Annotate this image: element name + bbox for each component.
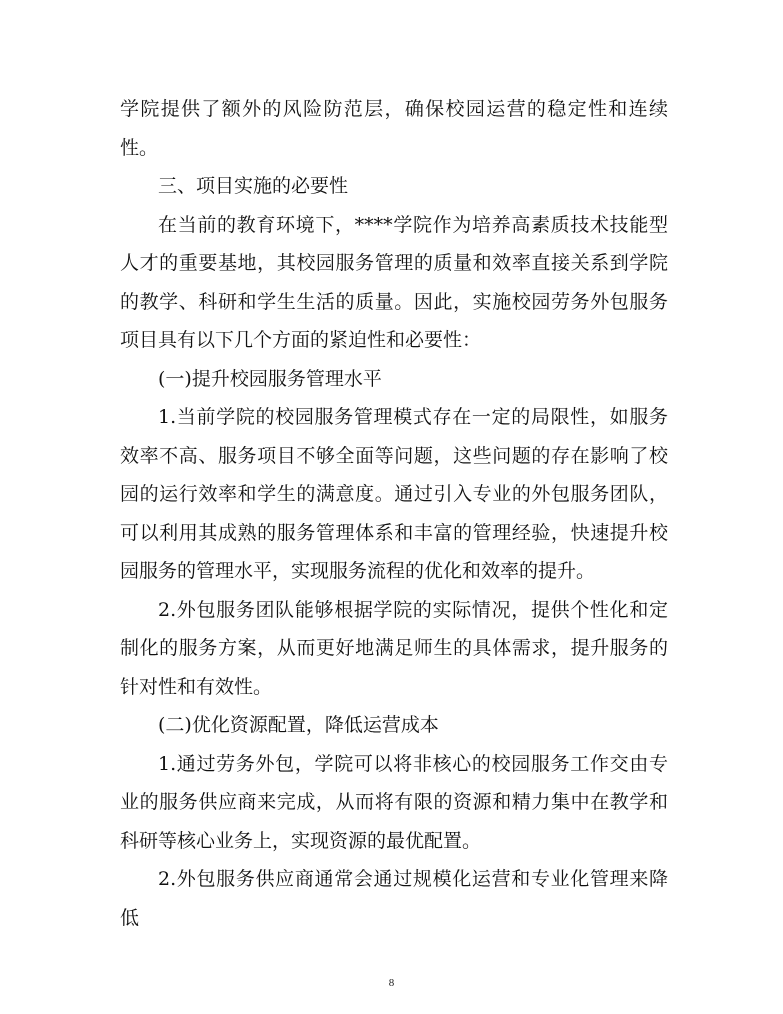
paragraph-point-2-1: 1.通过劳务外包，学院可以将非核心的校园服务工作交由专业的服务供应商来完成，从而将有限的资源和精力集中在教学和科研等核心业务上，实现资源的最优配置。 <box>120 752 668 852</box>
paragraph-point-1-2: 2.外包服务团队能够根据学院的实际情况，提供个性化和定制化的服务方案，从而更好地满足师生的具体需求，提升服务的针对性和有效性。 <box>120 598 668 698</box>
paragraph-continuation: 学院提供了额外的风险防范层，确保校园运营的稳定性和连续性。 <box>120 98 668 159</box>
page-number: 8 <box>388 977 395 989</box>
section-heading-necessity: 三、项目实施的必要性 <box>158 175 349 197</box>
subheading-improve-management: (一)提升校园服务管理水平 <box>158 367 382 390</box>
subheading-optimize-resources: (二)优化资源配置，降低运营成本 <box>158 714 439 736</box>
paragraph-intro: 在当前的教育环境下，****学院作为培养高素质技术技能型人才的重要基地，其校园服务管理的质量和效率直接关系到学院的教学、科研和学生生活的质量。因此，实施校园劳务外包服务项目具有以下几个方面的紧迫性和必要性： <box>120 213 668 351</box>
paragraph-point-2-2: 2.外包服务供应商通常会通过规模化运营和专业化管理来降低 <box>120 868 668 929</box>
body-text <box>120 90 668 937</box>
paragraph-point-1-1: 1.当前学院的校园服务管理模式存在一定的局限性，如服务效率不高、服务项目不够全面等问题，这些问题的存在影响了校园的运行效率和学生的满意度。通过引入专业的外包服务团队，可以利用其成熟的服务管理体系和丰富的管理经验，快速提升校园服务的管理水平，实现服务流程的优化和效率的提升。 <box>120 406 668 582</box>
